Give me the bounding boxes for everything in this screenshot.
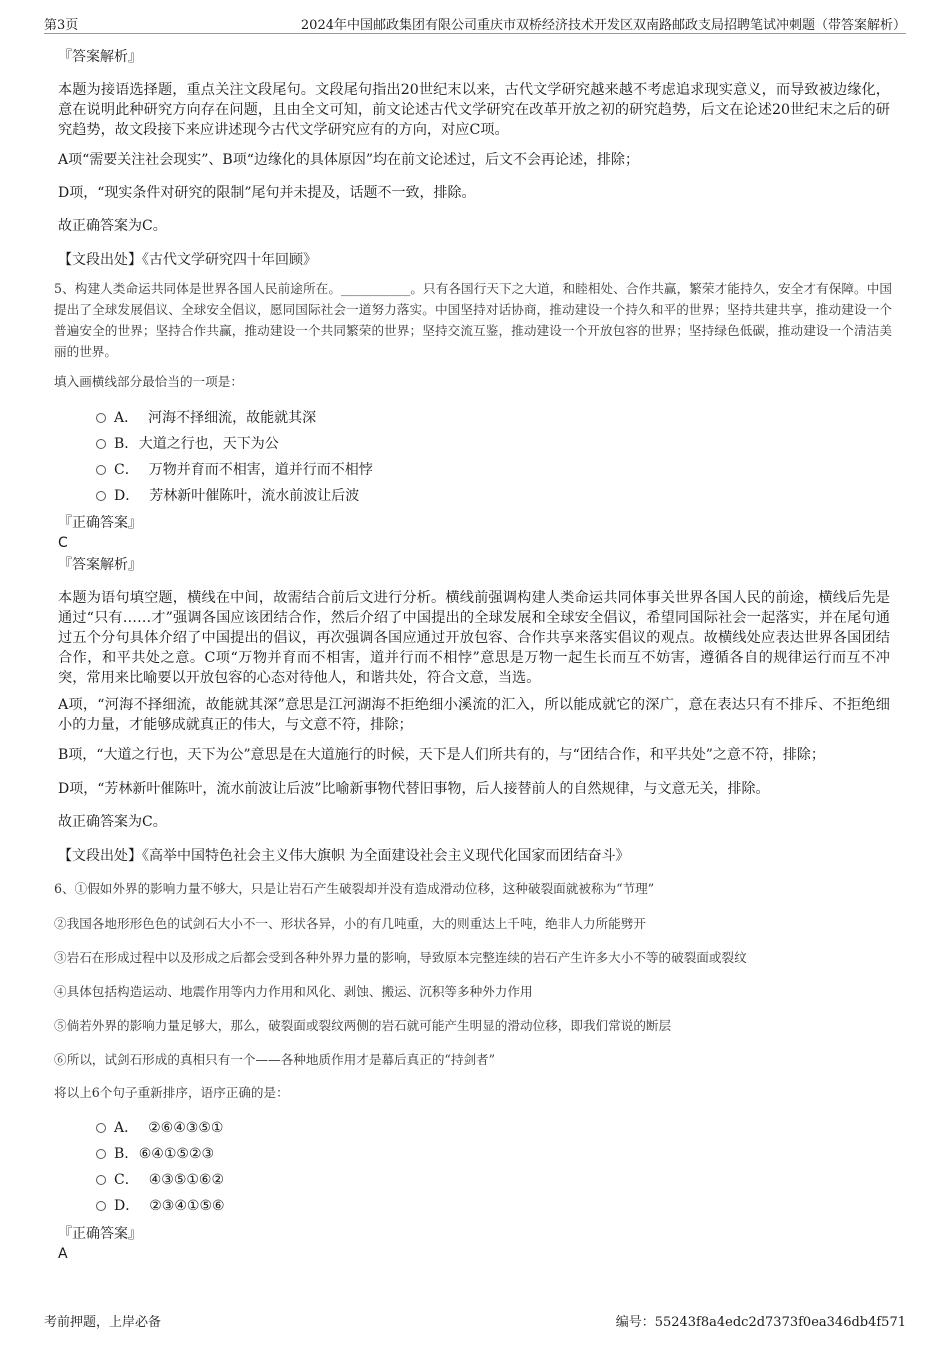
q5-option-d[interactable]: [96, 486, 359, 506]
q5-instruction: 填入画横线部分最恰当的一项是：: [54, 374, 243, 389]
option-letter: B.: [114, 1146, 129, 1162]
q6-option-d[interactable]: [96, 1196, 225, 1216]
option-text: 大道之行也，天下为公: [138, 436, 279, 452]
q5-option-c[interactable]: [96, 460, 373, 480]
option-text: ②③④①⑤⑥: [149, 1198, 225, 1214]
radio-icon[interactable]: [96, 1149, 106, 1159]
option-text: ④③⑤①⑥②: [148, 1172, 225, 1188]
radio-icon[interactable]: [96, 1201, 106, 1211]
option-letter: C．: [114, 462, 139, 478]
footer-id: 编号：55243f8a4edc2d7373f0ea346db4f571: [615, 1315, 906, 1330]
q4-analysis-p4: 故正确答案为C。: [58, 218, 167, 234]
q5-answer-label: 『正确答案』: [58, 515, 142, 531]
q5-option-b[interactable]: [96, 434, 279, 454]
option-text: 万物并育而不相害，道并行而不相悖: [148, 462, 373, 478]
radio-icon[interactable]: [96, 1175, 106, 1185]
radio-icon[interactable]: [96, 1123, 106, 1133]
q5-source: 【文段出处】《高举中国特色社会主义伟大旗帜 为全面建设社会主义现代化国家而团结奋斗》: [58, 848, 630, 864]
q5-analysis-p5: 故正确答案为C。: [58, 814, 167, 830]
option-letter: C．: [114, 1172, 139, 1188]
q6-sentence-6: ⑥所以，试剑石形成的真相只有一个——各种地质作用才是幕后真正的“持剑者”: [54, 1052, 496, 1067]
q6-sentence-1: 6、①假如外界的影响力量不够大，只是让岩石产生破裂却并没有造成滑动位移，这种破裂面就被称为“节理”: [54, 881, 655, 896]
q4-analysis-p3: D项，“现实条件对研究的限制”尾句并未提及，话题不一致，排除。: [58, 185, 476, 201]
q5-option-a[interactable]: [96, 408, 316, 428]
q6-sentence-3: ③岩石在形成过程中以及形成之后都会受到各种外界力量的影响，导致原本完整连续的岩石产生许多大小不等的破裂面或裂纹: [54, 950, 747, 965]
q5-analysis-p3: B项，“大道之行也，天下为公”意思是在大道施行的时候，天下是人们所共有的，与“团结合作，和平共处”之意不符，排除；: [58, 747, 825, 763]
option-letter: D．: [114, 488, 140, 504]
option-text: ②⑥④③⑤①: [148, 1120, 224, 1136]
q4-source: 【文段出处】《古代文学研究四十年回顾》: [58, 252, 317, 268]
q6-sentence-4: ④具体包括构造运动、地震作用等内力作用和风化、剥蚀、搬运、沉积等多种外力作用: [54, 984, 533, 999]
radio-icon[interactable]: [96, 439, 106, 449]
option-letter: B.: [114, 436, 129, 452]
q6-instruction: 将以上6个句子重新排序，语序正确的是：: [54, 1085, 289, 1100]
q6-sentence-2: ②我国各地形形色色的试剑石大小不一、形状各异，小的有几吨重，大的则重达上千吨，绝非人力所能劈开: [54, 916, 646, 931]
option-letter: A．: [114, 410, 139, 426]
q5-analysis-p1: 本题为语句填空题，横线在中间，故需结合前后文进行分析。横线前强调构建人类命运共同体事关世界各国人民的前途，横线后先是通过“只有……才”强调各国应该团结合作，然后介绍了中国提出的全球发展和全球安全倡议，希望同国际社会一起落实，并在尾句通过五个分句具体介绍了中国提出的倡议，再次强调各国应通过开放包容、合作共享来落实倡议的观点。故横线处应表达世界各国团结合作，和平共处之意。C项“万物并育而不相害，道并行而不相悖”意思是万物一起生长而互不妨害，遵循各自的规律运行而互不冲突，常用来比喻要以开放包容的心态对待他人，和谐共处，符合文意，当选。: [58, 590, 890, 686]
q5-analysis-p2: A项，“河海不择细流，故能就其深”意思是江河湖海不拒绝细小溪流的汇入，所以能成就它的深广，意在表达只有不排斥、不拒绝细小的力量，才能够成就真正的伟大，与文意不符，排除；: [58, 697, 890, 733]
radio-icon[interactable]: [96, 465, 106, 475]
q6-answer: A: [58, 1246, 68, 1262]
q4-analysis-label: 『答案解析』: [58, 49, 142, 65]
q5-stem: 5、构建人类命运共同体是世界各国人民前途所在。___________。只有各国行天下之大道，和睦相处、合作共赢，繁荣才能持久，安全才有保障。中国提出了全球发展倡议、全球安全倡议，愿同国际社会一道努力落实。中国坚持对话协商，推动建设一个持久和平的世界；坚持共建共享，推动建设一个普遍安全的世界；坚持合作共赢，推动建设一个共同繁荣的世界；坚持交流互鉴，推动建设一个开放包容的世界；坚持绿色低碳，推动建设一个清洁美丽的世界。: [54, 281, 892, 359]
page-header: [44, 14, 906, 34]
document-title: 2024年中国邮政集团有限公司重庆市双桥经济技术开发区双南路邮政支局招聘笔试冲刺题（带答案解析）: [300, 18, 906, 33]
q6-option-a[interactable]: [96, 1118, 223, 1138]
radio-icon[interactable]: [96, 491, 106, 501]
option-letter: A．: [114, 1120, 139, 1136]
q6-option-c[interactable]: [96, 1170, 224, 1190]
q5-analysis-p4: D项，“芳林新叶催陈叶，流水前波让后波”比喻新事物代替旧事物，后人接替前人的自然规律，与文意无关，排除。: [58, 781, 770, 797]
option-text: 芳林新叶催陈叶，流水前波让后波: [149, 488, 360, 504]
radio-icon[interactable]: [96, 413, 106, 423]
option-text: ⑥④①⑤②③: [138, 1146, 215, 1162]
q5-answer: C: [58, 535, 68, 551]
q6-option-b[interactable]: [96, 1144, 214, 1164]
q4-analysis-p1: 本题为接语选择题，重点关注文段尾句。文段尾句指出20世纪末以来，古代文学研究越来越不考虑追求现实意义，而导致被边缘化，意在说明此种研究方向存在问题，且由全文可知，前文论述古代文学研究在改革开放之初的研究趋势，后文在论述20世纪末之后的研究趋势，故文段接下来应讲述现今古代文学研究应有的方向，对应C项。: [58, 82, 890, 138]
q5-analysis-label: 『答案解析』: [58, 557, 142, 573]
q6-sentence-5: ⑤倘若外界的影响力量足够大，那么，破裂面或裂纹两侧的岩石就可能产生明显的滑动位移，即我们常说的断层: [54, 1018, 672, 1033]
option-text: 河海不择细流，故能就其深: [148, 410, 317, 426]
footer-slogan: 考前押题，上岸必备: [44, 1315, 162, 1330]
page-number: 第3页: [44, 18, 79, 33]
q6-answer-label: 『正确答案』: [58, 1226, 142, 1242]
option-letter: D．: [114, 1198, 140, 1214]
q4-analysis-p2: A项“需要关注社会现实”、B项“边缘化的具体原因”均在前文论述过，后文不会再论述，排除；: [58, 152, 640, 168]
